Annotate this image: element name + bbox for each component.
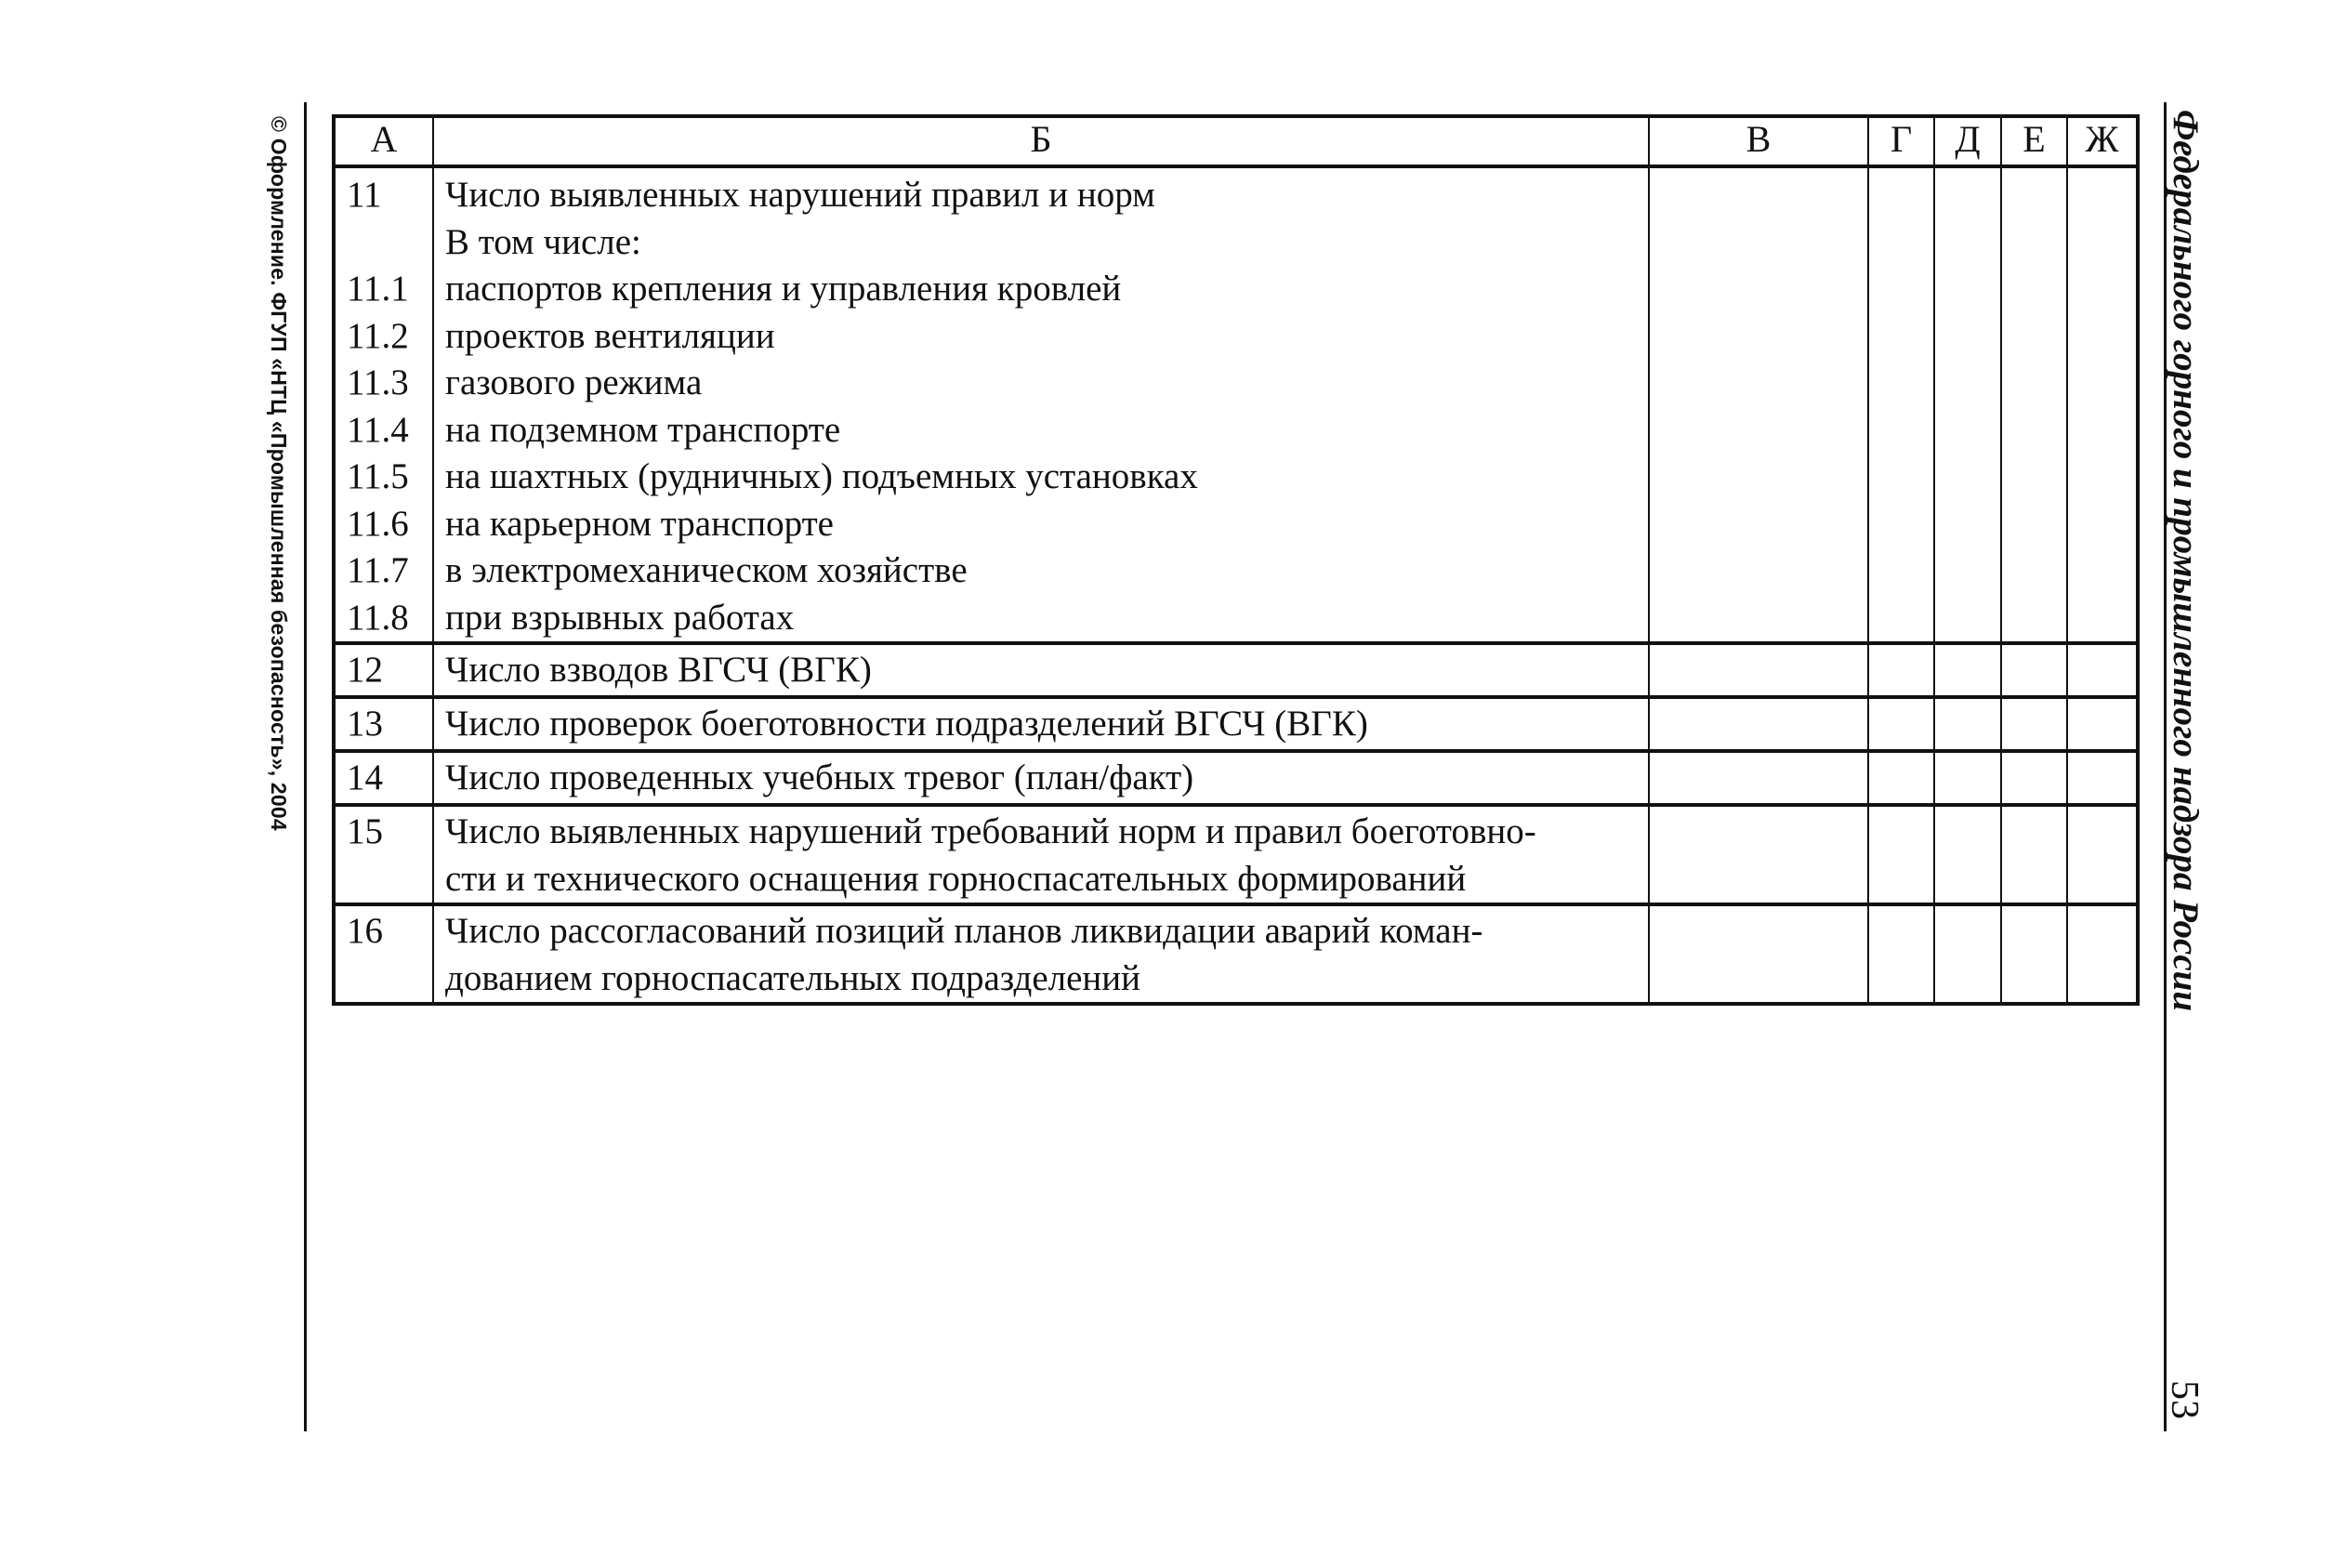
row-text: паспортов крепления и управления кровлей — [445, 269, 1122, 309]
row-text: Число выявленных нарушений правил и норм — [445, 175, 1155, 215]
row-text-cell — [433, 166, 1649, 643]
empty-cell — [2001, 166, 2067, 643]
row-number — [347, 219, 432, 267]
row-text: проектов вентиляции — [445, 315, 775, 356]
empty-cell — [1649, 166, 1868, 643]
empty-cell — [1868, 166, 1934, 643]
row-number: 11.3 — [347, 362, 409, 402]
row-number-cell — [334, 166, 433, 643]
empty-cell — [2001, 904, 2067, 1004]
empty-cell — [2067, 643, 2138, 697]
empty-cell — [1934, 697, 2001, 751]
row-text: на карьерном транспорте — [445, 503, 834, 544]
empty-cell — [1649, 805, 1868, 904]
row-text: на подземном транспорте — [445, 409, 841, 450]
row-text: Число рассогласований позиций планов ликвидации аварий коман- — [445, 911, 1483, 951]
table-row — [334, 697, 2138, 751]
column-header-e: Е — [2001, 116, 2067, 166]
empty-cell — [1868, 805, 1934, 904]
empty-cell — [1868, 697, 1934, 751]
row-text: Число проведенных учебных тревог (план/факт) — [433, 751, 1649, 805]
row-number: 11.4 — [347, 409, 409, 450]
column-header-b: Б — [433, 116, 1649, 166]
empty-cell — [1934, 805, 2001, 904]
empty-cell — [2067, 904, 2138, 1004]
page-number: 53 — [2163, 1380, 2206, 1419]
row-text: Число взводов ВГСЧ (ВГК) — [433, 643, 1649, 697]
row-number: 12 — [334, 643, 433, 697]
empty-cell — [1934, 904, 2001, 1004]
running-title: Федерального горного и промышленного надзора России — [2166, 110, 2206, 1012]
column-header-v: В — [1649, 116, 1868, 166]
copyright-note: © Оформление. ФГУП «НТЦ «Промышленная безопасность», 2004 — [267, 116, 291, 831]
row-number: 11.8 — [347, 597, 409, 638]
report-table — [332, 114, 2140, 1006]
empty-cell — [2001, 643, 2067, 697]
empty-cell — [1934, 751, 2001, 805]
row-number: 11.1 — [347, 269, 409, 309]
empty-cell — [2067, 805, 2138, 904]
empty-cell — [1649, 697, 1868, 751]
empty-cell — [2001, 751, 2067, 805]
column-header-d: Д — [1934, 116, 2001, 166]
empty-cell — [1649, 904, 1868, 1004]
row-text: на шахтных (рудничных) подъемных установках — [445, 456, 1198, 496]
row-text: дованием горноспасательных подразделений — [445, 957, 1141, 998]
table-row — [334, 904, 2138, 1004]
row-number: 11.6 — [347, 503, 409, 544]
empty-cell — [2001, 805, 2067, 904]
empty-cell — [2067, 166, 2138, 643]
column-header-a: А — [334, 116, 433, 166]
empty-cell — [1868, 904, 1934, 1004]
table-row — [334, 643, 2138, 697]
table-row — [334, 166, 2138, 643]
row-number: 14 — [334, 751, 433, 805]
row-number: 11.2 — [347, 315, 409, 356]
row-text: сти и технического оснащения горноспасательных формирований — [445, 858, 1467, 899]
empty-cell — [1868, 751, 1934, 805]
column-header-g: Г — [1868, 116, 1934, 166]
row-number: 11 — [347, 175, 382, 215]
empty-cell — [2067, 751, 2138, 805]
row-text-cell — [433, 805, 1649, 904]
row-number: 11.7 — [347, 550, 409, 590]
row-text: Число проверок боеготовности подразделений ВГСЧ (ВГК) — [433, 697, 1649, 751]
row-number: 15 — [334, 805, 433, 904]
row-number: 13 — [334, 697, 433, 751]
row-text-cell — [433, 904, 1649, 1004]
empty-cell — [1649, 643, 1868, 697]
row-text: В том числе: — [445, 221, 641, 262]
row-text: в электромеханическом хозяйстве — [445, 550, 968, 590]
header-row — [334, 116, 2138, 166]
table-row — [334, 805, 2138, 904]
empty-cell — [1934, 643, 2001, 697]
row-number: 16 — [334, 904, 433, 1004]
table-row — [334, 751, 2138, 805]
empty-cell — [2067, 697, 2138, 751]
empty-cell — [1934, 166, 2001, 643]
empty-cell — [1649, 751, 1868, 805]
row-number: 11.5 — [347, 456, 409, 496]
empty-cell — [1868, 643, 1934, 697]
row-text: Число выявленных нарушений требований норм и правил боеготовно- — [445, 811, 1536, 851]
row-text: газового режима — [445, 362, 703, 402]
column-header-zh: Ж — [2067, 116, 2138, 166]
row-text: при взрывных работах — [445, 597, 795, 638]
empty-cell — [2001, 697, 2067, 751]
left-margin-rule — [304, 102, 307, 1431]
